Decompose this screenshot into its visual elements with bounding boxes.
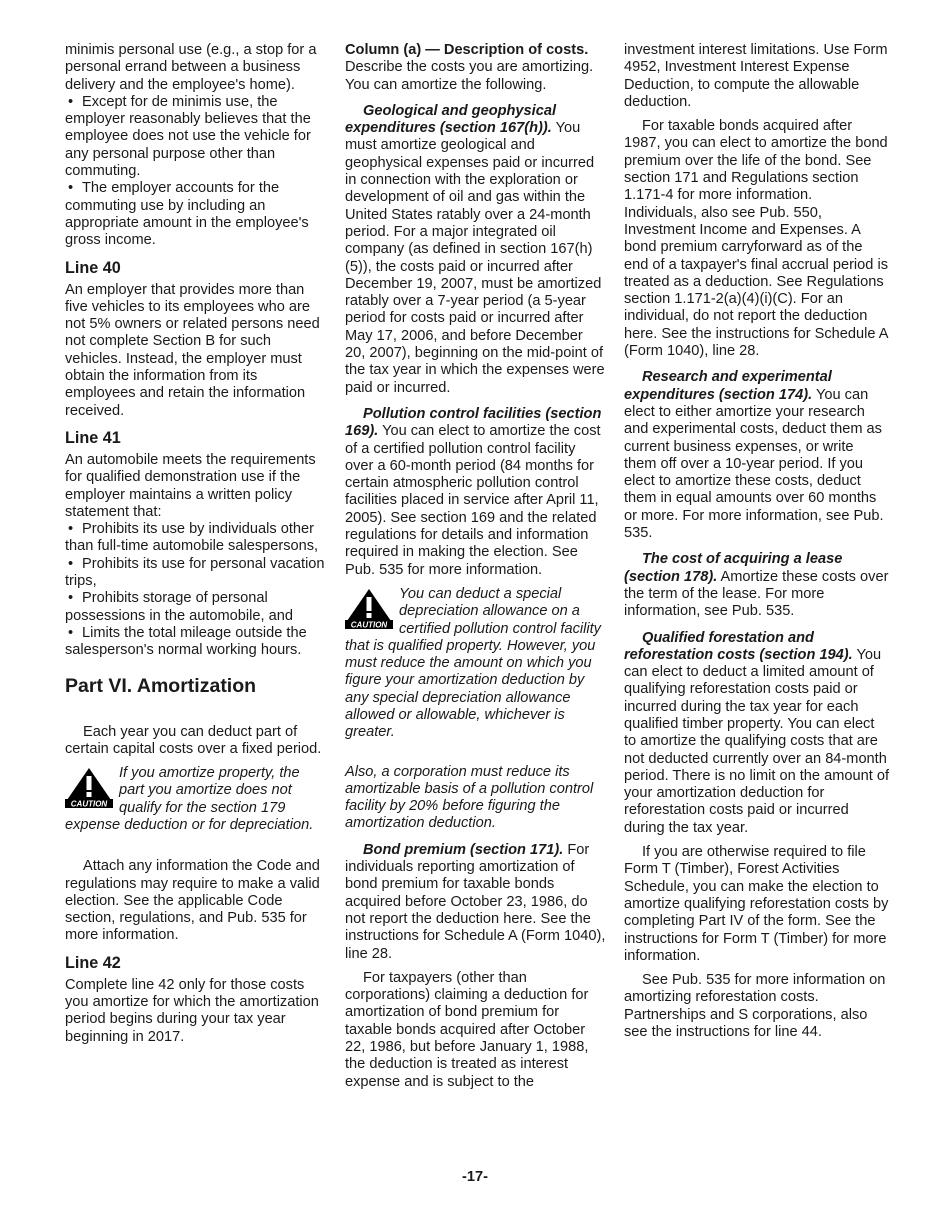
column-a-paragraph <box>345 42 607 94</box>
taxpayers-text: For taxpayers (other than corporations) claiming a deduction for amortization of bond premium for taxable bonds acquired after October 22, 1986, but before January 1, 1988, the deduction is treated as interest expense and is subject to the <box>345 969 589 1090</box>
pollution-heading: Pollution control facilities (section 169). <box>345 405 602 440</box>
bullet-item: • The employer accounts for the commuting use by including an appropriate amount in the employee's gross income. <box>65 180 328 249</box>
caution-label: CAUTION <box>70 799 108 809</box>
forestation-heading: Qualified forestation and reforestation costs (section 194). <box>624 629 853 663</box>
bullet-item: • Prohibits its use for personal vacation trips, <box>65 556 328 591</box>
column-1 <box>65 42 328 1053</box>
caution-text: If you amortize property, the part you amortize does not qualify for the section 179 expense deduction or for depreciation. <box>65 765 314 833</box>
corporation-note: Also, a corporation must reduce its amortizable basis of a pollution control facility by 20% before figuring the amortization deduction. <box>345 763 594 832</box>
geological-paragraph <box>345 103 607 397</box>
forestation-paragraph <box>624 630 889 838</box>
research-text: You can elect to either amortize your research and experimental costs, deduct them as current business expenses, or write them off over a 10-year period. If you elect to amortize these costs, deduct them in equal amounts over 60 months or more. For more information, see Pub. 535. <box>624 386 884 542</box>
caution-icon <box>345 588 393 629</box>
pollution-text: You can elect to amortize the cost of a certified pollution control facility over a 60-month period (84 months for certain atmospheric pollution control facilities placed in service after April 11, 2005). See section 169 and the related regulations for details and information required in making the election. See Pub. 535 for more information. <box>345 423 601 578</box>
line-42-heading: Line 42 <box>65 953 121 972</box>
caution-icon <box>65 767 113 808</box>
pollution-paragraph <box>345 406 607 579</box>
bullet-item: • Except for de minimis use, the employer reasonably believes that the employee does not use the vehicle for any personal purpose other than commuting. <box>65 94 328 180</box>
form-t-text: If you are otherwise required to file Form T (Timber), Forest Activities Schedule, you can make the election to amortize qualifying reforestation costs by completing Part IV of the form. See the instructions for Form T (Timber) for more information. <box>624 844 889 964</box>
caution-note <box>65 765 328 834</box>
line-40-heading: Line 40 <box>65 258 121 277</box>
line-41-heading: Line 41 <box>65 428 121 447</box>
taxable-bonds-text: For taxable bonds acquired after 1987, you can elect to amortize the bond premium over the life of the bond. See section 171 and Regulations section 1.171-4 for more information. Individuals, also see Pub. 550, Investment Income and Expenses. A bond premium carryforward as of the end of a taxpayer's final accrual period is treated as a deduction. See Regulations section 1.171-2(a)(4)(i)(C). For an individual, do not report the deduction here. See the instructions for Schedule A (Form 1040), line 28. <box>624 118 888 360</box>
line-41-text: An automobile meets the requirements for qualified demonstration use if the employer maintains a written policy statement that: <box>65 451 316 520</box>
line-42-text: Complete line 42 only for those costs you amortize for which the amortization period begins during your tax year beginning in 2017. <box>65 976 319 1045</box>
column-a-heading: Column (a) — Description of costs. <box>345 42 589 58</box>
bond-premium-paragraph <box>345 842 607 963</box>
column-a-text: Describe the costs you are amortizing. You can amortize the following. <box>345 59 594 93</box>
lease-heading: The cost of acquiring a lease (section 178). <box>624 551 843 585</box>
see-pub-text: See Pub. 535 for more information on amortizing reforestation costs. Partnerships and S corporations, also see the instructions for line 44. <box>624 972 886 1041</box>
bond-premium-text: For individuals reporting amortization of bond premium for taxable bonds acquired before October 23, 1986, do not report the deduction here. See the instructions for Schedule A (Form 1040), line 28. <box>345 841 606 962</box>
geological-heading: Geological and geophysical expenditures (section 167(h)). <box>345 102 557 137</box>
forestation-text: You can elect to deduct a limited amount of qualifying reforestation costs paid or incurred during the tax year for each qualified timber property. You can elect to amortize the qualifying costs that are not deducted currently over an 84-month period. There is no limit on the amount of your amortization deduction for reforestation costs paid or incurred during the tax year. <box>624 646 889 836</box>
column-3 <box>624 42 889 1048</box>
line-40-text: An employer that provides more than five vehicles to its employees who are not 5% owners or related persons need not complete Section B for such vehicles. Instead, the employer must obtain the information from its employees and retain the information received. <box>65 281 320 419</box>
research-heading: Research and experimental expenditures (section 174). <box>624 369 832 403</box>
bullet-item: • Limits the total mileage outside the salesperson's normal working hours. <box>65 625 328 660</box>
lease-text: Amortize these costs over the term of the lease. For more information, see Pub. 535. <box>624 568 889 620</box>
part-vi-intro: Each year you can deduct part of certain capital costs over a fixed period. <box>65 723 322 757</box>
page-number: -17- <box>462 1169 488 1185</box>
caution-label: CAUTION <box>350 620 388 629</box>
bullet-item: • Prohibits its use by individuals other than full-time automobile salespersons, <box>65 521 328 556</box>
bullet-item: • Prohibits storage of personal possessions in the automobile, and <box>65 590 328 625</box>
caution-text: You can deduct a special depreciation allowance on a certified pollution control facility that is qualified property. However, you must reduce the amount on which you figure your amortization deduction by any special depreciation allowance allowed or allowable, whichever is greater. <box>345 585 601 741</box>
column-2 <box>345 42 607 1098</box>
bond-premium-heading: Bond premium (section 171). <box>363 841 564 858</box>
part-vi-heading: Part VI. Amortization <box>65 674 257 697</box>
paragraph: minimis personal use (e.g., a stop for a personal errand between a business delivery and the employee's home). <box>65 42 317 93</box>
lease-paragraph <box>624 551 889 620</box>
caution-note <box>345 586 607 742</box>
paragraph: investment interest limitations. Use Form 4952, Investment Interest Expense Deduction, to compute the allowable deduction. <box>624 42 888 110</box>
research-paragraph <box>624 369 889 542</box>
geological-text: You must amortize geological and geophysical expenses paid or incurred in connection with the exploration or development of oil and gas within the United States ratably over a 24-month period. For a major integrated oil company (as defined in section 167(h)(5)), the costs paid or incurred after December 19, 2007, must be amortized ratably over a 7-year period (a 5-year period for costs paid or incurred after May 17, 2006, and before December 20, 2007), beginning on the mid-point of the tax year in which the expenses were paid or incurred. <box>345 120 605 396</box>
attach-text: Attach any information the Code and regulations may require to make a valid election. See the applicable Code section, regulations, and Pub. 535 for more information. <box>65 858 320 944</box>
